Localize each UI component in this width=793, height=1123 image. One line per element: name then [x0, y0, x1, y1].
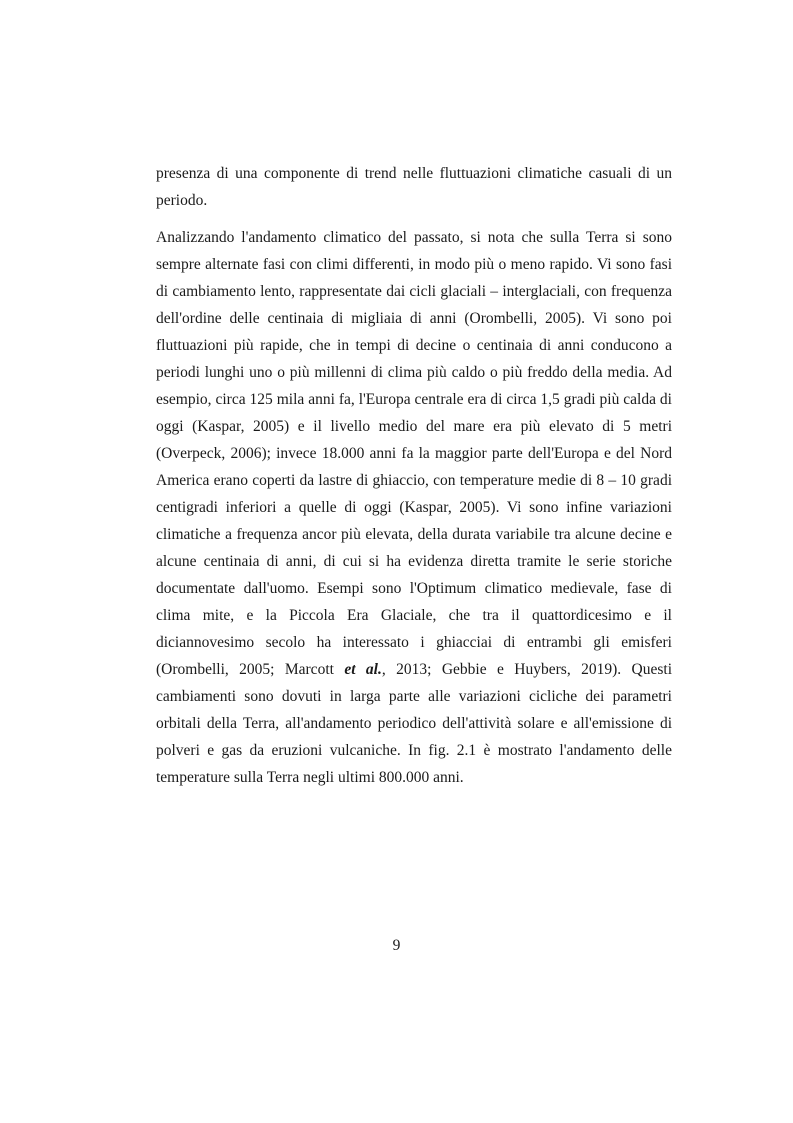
paragraph-2-part-b: , 2013; Gebbie e Huybers, 2019). Questi cambiamenti sono dovuti in larga parte alle variazioni cicliche dei parametri orbitali della Terra, all'andamento periodico dell'attività solare e all'emissione di polveri e gas da eruzioni vulcaniche. In fig. 2.1 è mostrato l'andamento delle temperature sulla Terra negli ultimi 800.000 anni.: [156, 661, 673, 786]
page-number: 9: [392, 937, 401, 954]
paragraph-1: presenza di una componente di trend nelle fluttuazioni climatiche casuali di un periodo.: [156, 165, 672, 209]
paragraph-2: [156, 224, 672, 791]
paragraph-2-part-a: Analizzando l'andamento climatico del passato, si nota che sulla Terra si sono sempre alternate fasi con climi differenti, in modo più o meno rapido. Vi sono fasi di cambiamento lento, rappresentate dai cicli glaciali – interglaciali, con frequenza dell'ordine delle centinaia di migliaia di anni (Orombelli, 2005). Vi sono poi fluttuazioni più rapide, che in tempi di decine o centinaia di anni conducono a periodi lunghi uno o più millenni di clima più caldo o più freddo della media. Ad esempio, circa 125 mila anni fa, l'Europa centrale era di circa 1,5 gradi più calda di oggi (Kaspar, 2005) e il livello medio del mare era più elevato di 5 metri (Overpeck, 2006); invece 18.000 anni fa la maggior parte dell'Europa e del Nord America erano coperti da lastre di ghiaccio, con temperature medie di 8 – 10 gradi centigradi inferiori a quelle di oggi (Kaspar, 2005). Vi sono infine variazioni climatiche a frequenza ancor più elevata, della durata variabile tra alcune decine e alcune centinaia di anni, di cui si ha evidenza diretta tramite le serie storiche documentate dall'uomo. Esempi sono l'Optimum climatico medievale, fase di clima mite, e la Piccola Era Glaciale, che tra il quattordicesimo e il diciannovesimo secolo ha interessato i ghiacciai di entrambi gli emisferi (Orombelli, 2005; Marcott: [156, 229, 672, 678]
citation-et-al: et al.: [344, 661, 382, 678]
body-text: [156, 160, 672, 791]
